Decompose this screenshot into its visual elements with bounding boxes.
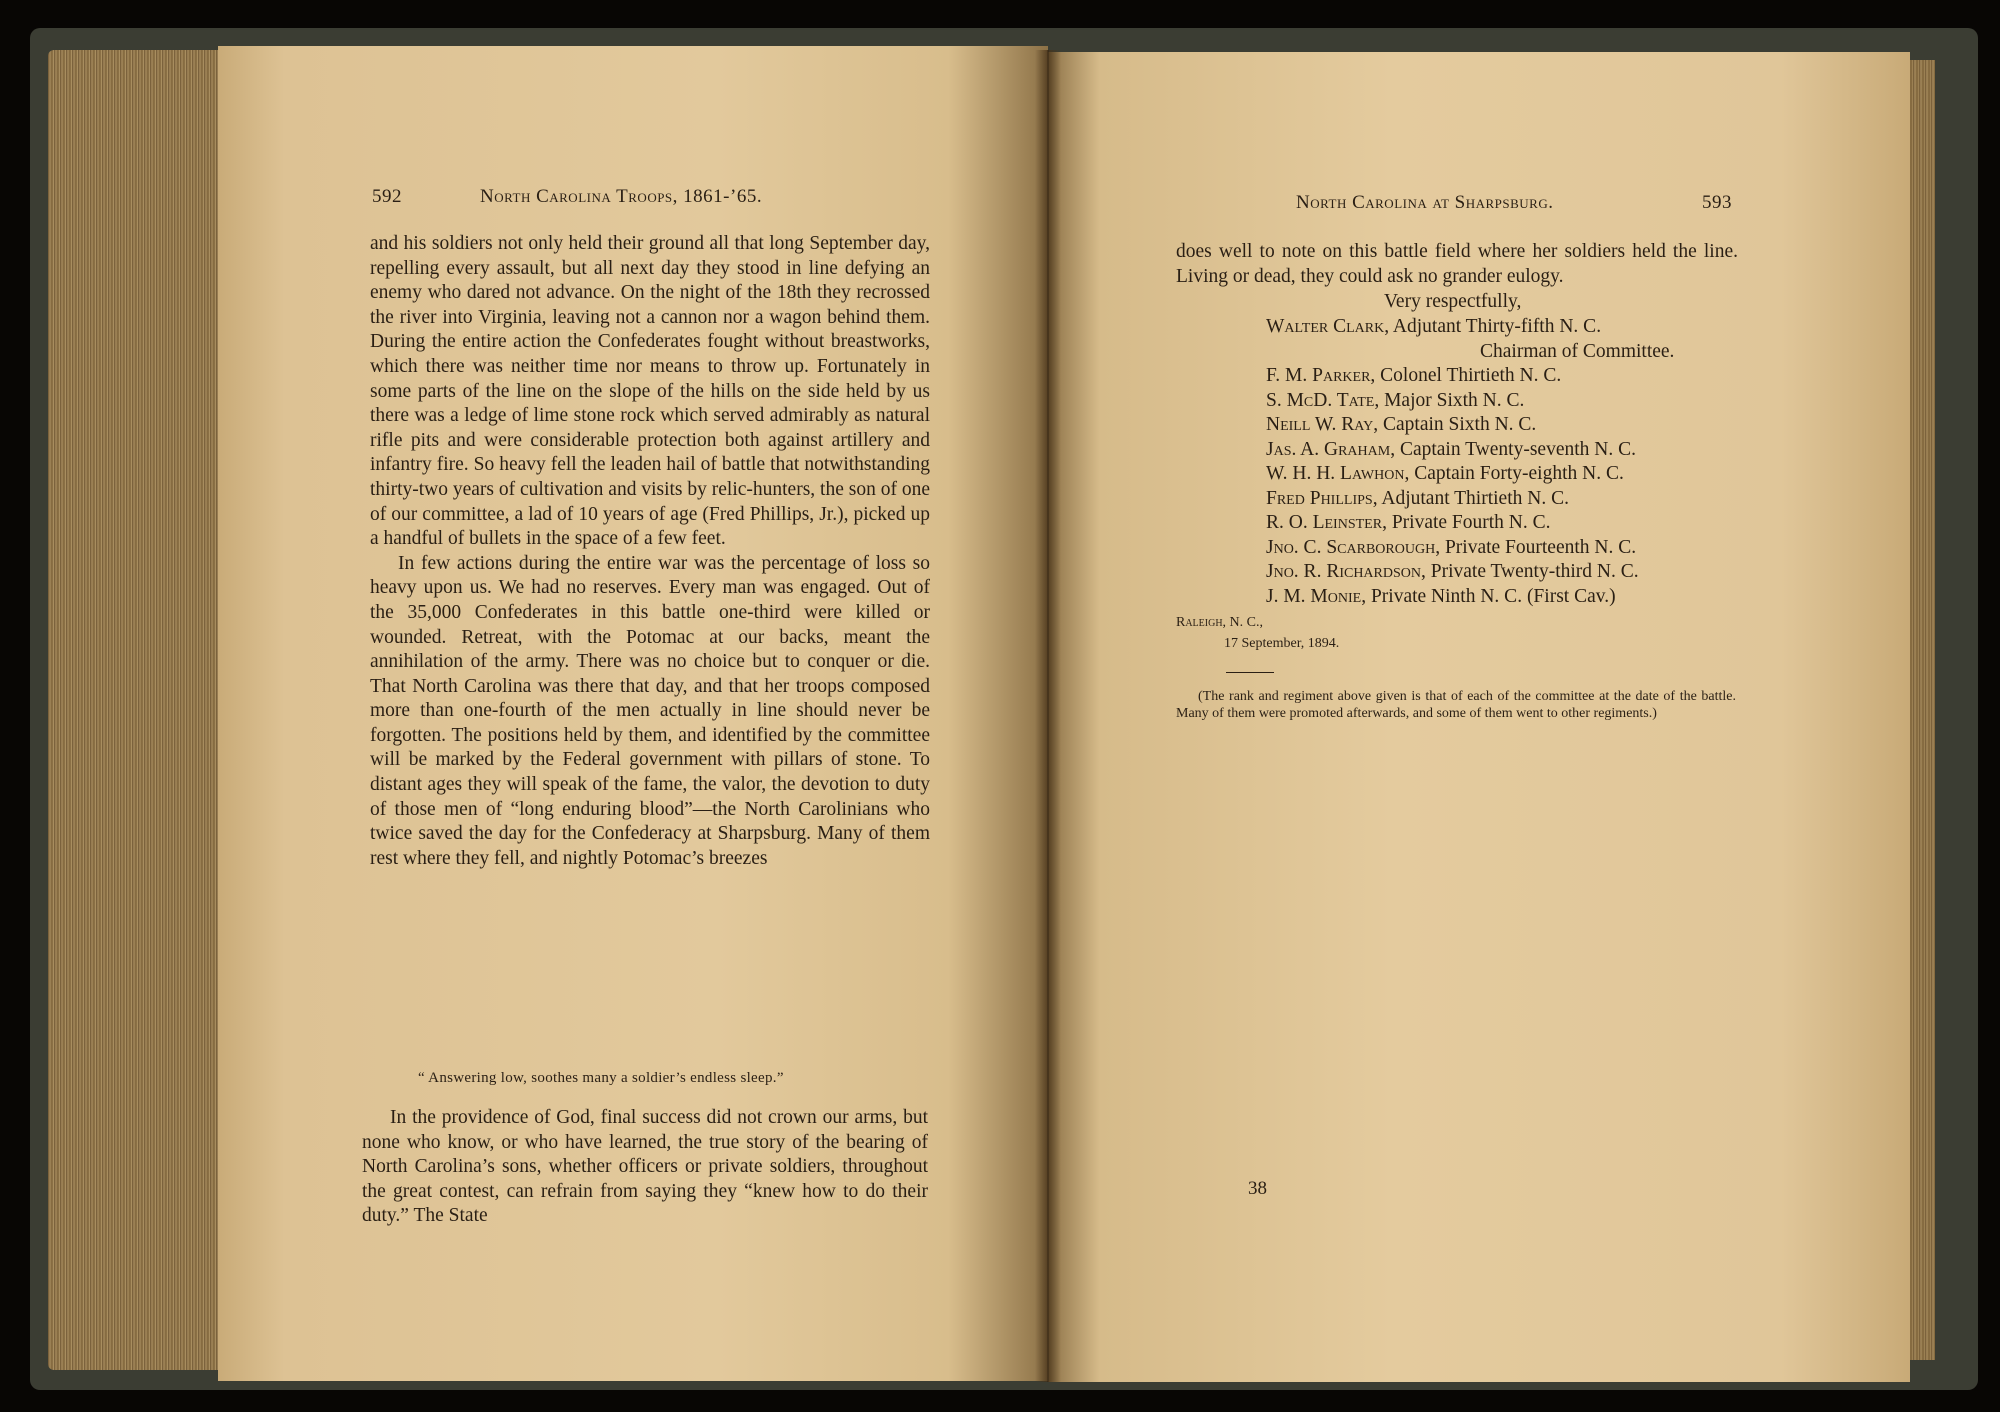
signatory-4: S. McD. Tate, Major Sixth N. C.	[1266, 390, 1525, 411]
signatory-title: Private Fourth N. C.	[1391, 512, 1551, 533]
signatory-title: Chairman of Committee.	[1480, 341, 1675, 362]
signatory-title: Major Sixth N. C.	[1384, 390, 1525, 411]
left-body-final	[362, 1106, 928, 1229]
signatory-title: Captain Twenty-seventh N. C.	[1399, 439, 1636, 460]
signatory-name: W. H. H. Lawhon	[1266, 463, 1405, 484]
footnote: (The rank and regiment above given is that of each of the committee at the date of the battle. Many of them were promoted afterwards, and some of them went to other regiments.)	[1176, 689, 1736, 721]
signatory-10: Jno. C. Scarborough, Private Fourteenth N. C.	[1266, 537, 1637, 558]
signatory-5: Neill W. Ray, Captain Sixth N. C.	[1266, 414, 1537, 435]
signatory-name: S. McD. Tate	[1266, 390, 1375, 411]
right-opening	[1176, 240, 1738, 289]
signatory-7: W. H. H. Lawhon, Captain Forty-eighth N. C.	[1266, 463, 1624, 484]
signatory-title: Colonel Thirtieth N. C.	[1380, 365, 1562, 386]
signatory-8: Fred Phillips, Adjutant Thirtieth N. C.	[1266, 488, 1569, 509]
right-page	[1048, 52, 1910, 1382]
signatory-title: Private Ninth N. C. (First Cav.)	[1370, 586, 1616, 607]
signatory-title: Captain Forty-eighth N. C.	[1414, 463, 1624, 484]
signatory-title: Adjutant Thirtieth N. C.	[1381, 488, 1569, 509]
signatory-6: Jas. A. Graham, Captain Twenty-seventh N. C.	[1266, 439, 1636, 460]
left-paragraph-3: In the providence of God, final success did not crown our arms, but none who know, or who have learned, the true story of the bearing of North Carolina’s sons, whether officers or private soldiers, throughout the great contest, can refrain from saying they “knew how to do their duty.” The State	[362, 1107, 928, 1227]
signatory-title: Private Fourteenth N. C.	[1444, 537, 1637, 558]
letter-place: Raleigh, N. C.,	[1176, 615, 1263, 630]
signatory-name: J. M. Monie	[1266, 586, 1362, 607]
signatory-name: R. O. Leinster	[1266, 512, 1383, 533]
signatory-name: Jno. R. Richardson	[1266, 561, 1421, 582]
signatory-name: Jas. A. Graham	[1266, 439, 1391, 460]
left-page	[218, 46, 1048, 1381]
left-page-number: 592	[372, 186, 402, 207]
signatory-name: Neill W. Ray	[1266, 414, 1374, 435]
closing-salutation: Very respectfully,	[1384, 291, 1522, 312]
signatory-12: J. M. Monie, Private Ninth N. C. (First Cav.)	[1266, 586, 1616, 607]
signatory-title: Adjutant Thirty-fifth N. C.	[1392, 316, 1602, 337]
signatory-title: Private Twenty-third N. C.	[1430, 561, 1639, 582]
signature-mark: 38	[1248, 1178, 1267, 1199]
right-running-head: North Carolina at Sharpsburg.	[1296, 192, 1554, 213]
left-paragraph-2: In few actions during the entire war was the percentage of loss so heavy upon us. We had no reserves. Every man was engaged. Out of the 35,000 Confederates in this battle one-third were killed or wounded. Retreat, with the Potomac at our backs, meant the annihilation of the army. There was no choice but to conquer or die. That North Carolina was there that day, and that her troops composed more than one-fourth of the men actually in line should never be forgotten. The positions held by them, and identified by the committee will be marked by the Federal government with pillars of stone. To distant ages they will speak of the fame, the valor, the devotion to duty of those men of “long enduring blood”—the North Carolinians who twice saved the day for the Confederacy at Sharpsburg. Many of them rest where they fell, and nightly Potomac’s breezes	[370, 552, 930, 869]
left-page-edges	[48, 50, 228, 1370]
signatory-9: R. O. Leinster, Private Fourth N. C.	[1266, 512, 1551, 533]
signatory-11: Jno. R. Richardson, Private Twenty-third N. C.	[1266, 561, 1639, 582]
signatory-name: F. M. Parker	[1266, 365, 1371, 386]
footnote-rule	[1226, 672, 1274, 673]
right-opening-text: does well to note on this battle field where her soldiers held the line. Living or dead, they could ask no grander eulogy.	[1176, 241, 1738, 287]
letter-date: 17 September, 1894.	[1224, 636, 1340, 651]
left-paragraph-1: and his soldiers not only held their ground all that long September day, repelling every assault, but all next day they stood in line defying an enemy who dared not advance. On the night of the 18th they recrossed the river into Virginia, leaving not a cannon nor a wagon behind them. During the entire action the Confederates fought without breastworks, which there was neither time nor means to throw up. Fortunately in some parts of the line on the slope of the hills on the side held by us there was a ledge of lime stone rock which served admirably as natural rifle pits and were considerable protection both against artillery and infantry fire. So heavy fell the leaden hail of battle that notwithstanding thirty-two years of cultivation and visits by relic-hunters, the son of one of our committee, a lad of 10 years of age (Fred Phillips, Jr.), picked up a handful of bullets in the space of a few feet.	[370, 233, 930, 550]
signatory-name: Jno. C. Scarborough	[1266, 537, 1436, 558]
right-page-number: 593	[1702, 192, 1732, 213]
signatory-title: Captain Sixth N. C.	[1382, 414, 1537, 435]
signatory-name: Fred Phillips	[1266, 488, 1373, 509]
signatory-2	[1480, 340, 1674, 365]
signatory-name: Walter Clark	[1266, 316, 1385, 337]
left-running-head: North Carolina Troops, 1861-’65.	[480, 186, 763, 207]
signatory-3: F. M. Parker, Colonel Thirtieth N. C.	[1266, 365, 1562, 386]
verse-quote: “ Answering low, soothes many a soldier’s endless sleep.”	[418, 1070, 784, 1086]
left-body	[370, 232, 930, 871]
signatory-1: Walter Clark, Adjutant Thirty-fifth N. C.	[1266, 316, 1602, 337]
book-gutter	[1035, 50, 1061, 1382]
